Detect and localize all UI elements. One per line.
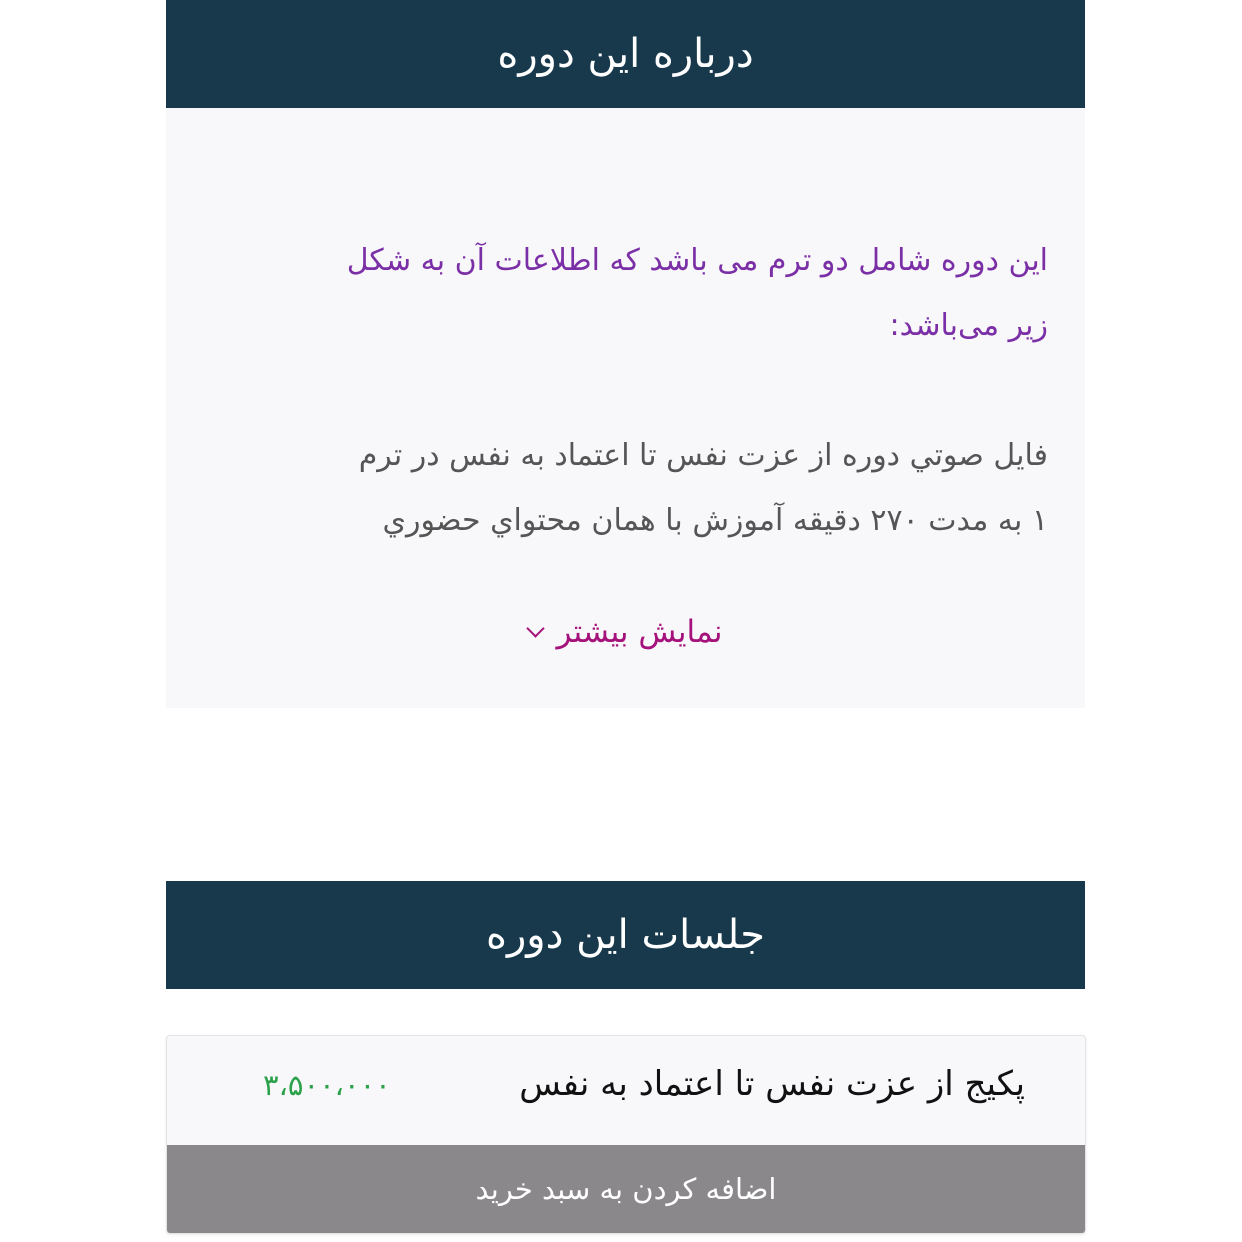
- detail-line-2: ۱ به مدت ۲۷۰ دقيقه آموزش با همان محتواي حضوري: [382, 503, 1048, 538]
- detail-line-1: فايل صوتي دوره از عزت نفس تا اعتماد به نفس در ترم: [358, 438, 1048, 473]
- course-sessions-title: جلسات این دوره: [485, 912, 766, 958]
- about-course-title: درباره این دوره: [497, 31, 754, 77]
- package-name: پکیج از عزت نفس تا اعتماد به نفس: [519, 1064, 1025, 1104]
- package-row: [167, 1036, 1085, 1146]
- add-to-cart-label: اضافه کردن به سبد خرید: [475, 1172, 777, 1206]
- chevron-down-icon: [527, 619, 545, 637]
- paragraph-spacer: [200, 358, 1048, 423]
- about-course-header: [166, 0, 1085, 108]
- course-sessions-header: [166, 881, 1085, 989]
- add-to-cart-button[interactable]: [167, 1145, 1085, 1233]
- intro-line-2: زیر می‌باشد:: [889, 308, 1048, 343]
- about-course-description: [200, 228, 1048, 580]
- package-card: [166, 1035, 1086, 1234]
- show-more-button[interactable]: [466, 605, 786, 659]
- intro-line-1: این دوره شامل دو ترم می باشد که اطلاعات آن به شکل: [346, 243, 1048, 278]
- show-more-label: نمایش بیشتر: [556, 614, 723, 650]
- package-price: ۳،۵۰۰،۰۰۰: [263, 1068, 391, 1102]
